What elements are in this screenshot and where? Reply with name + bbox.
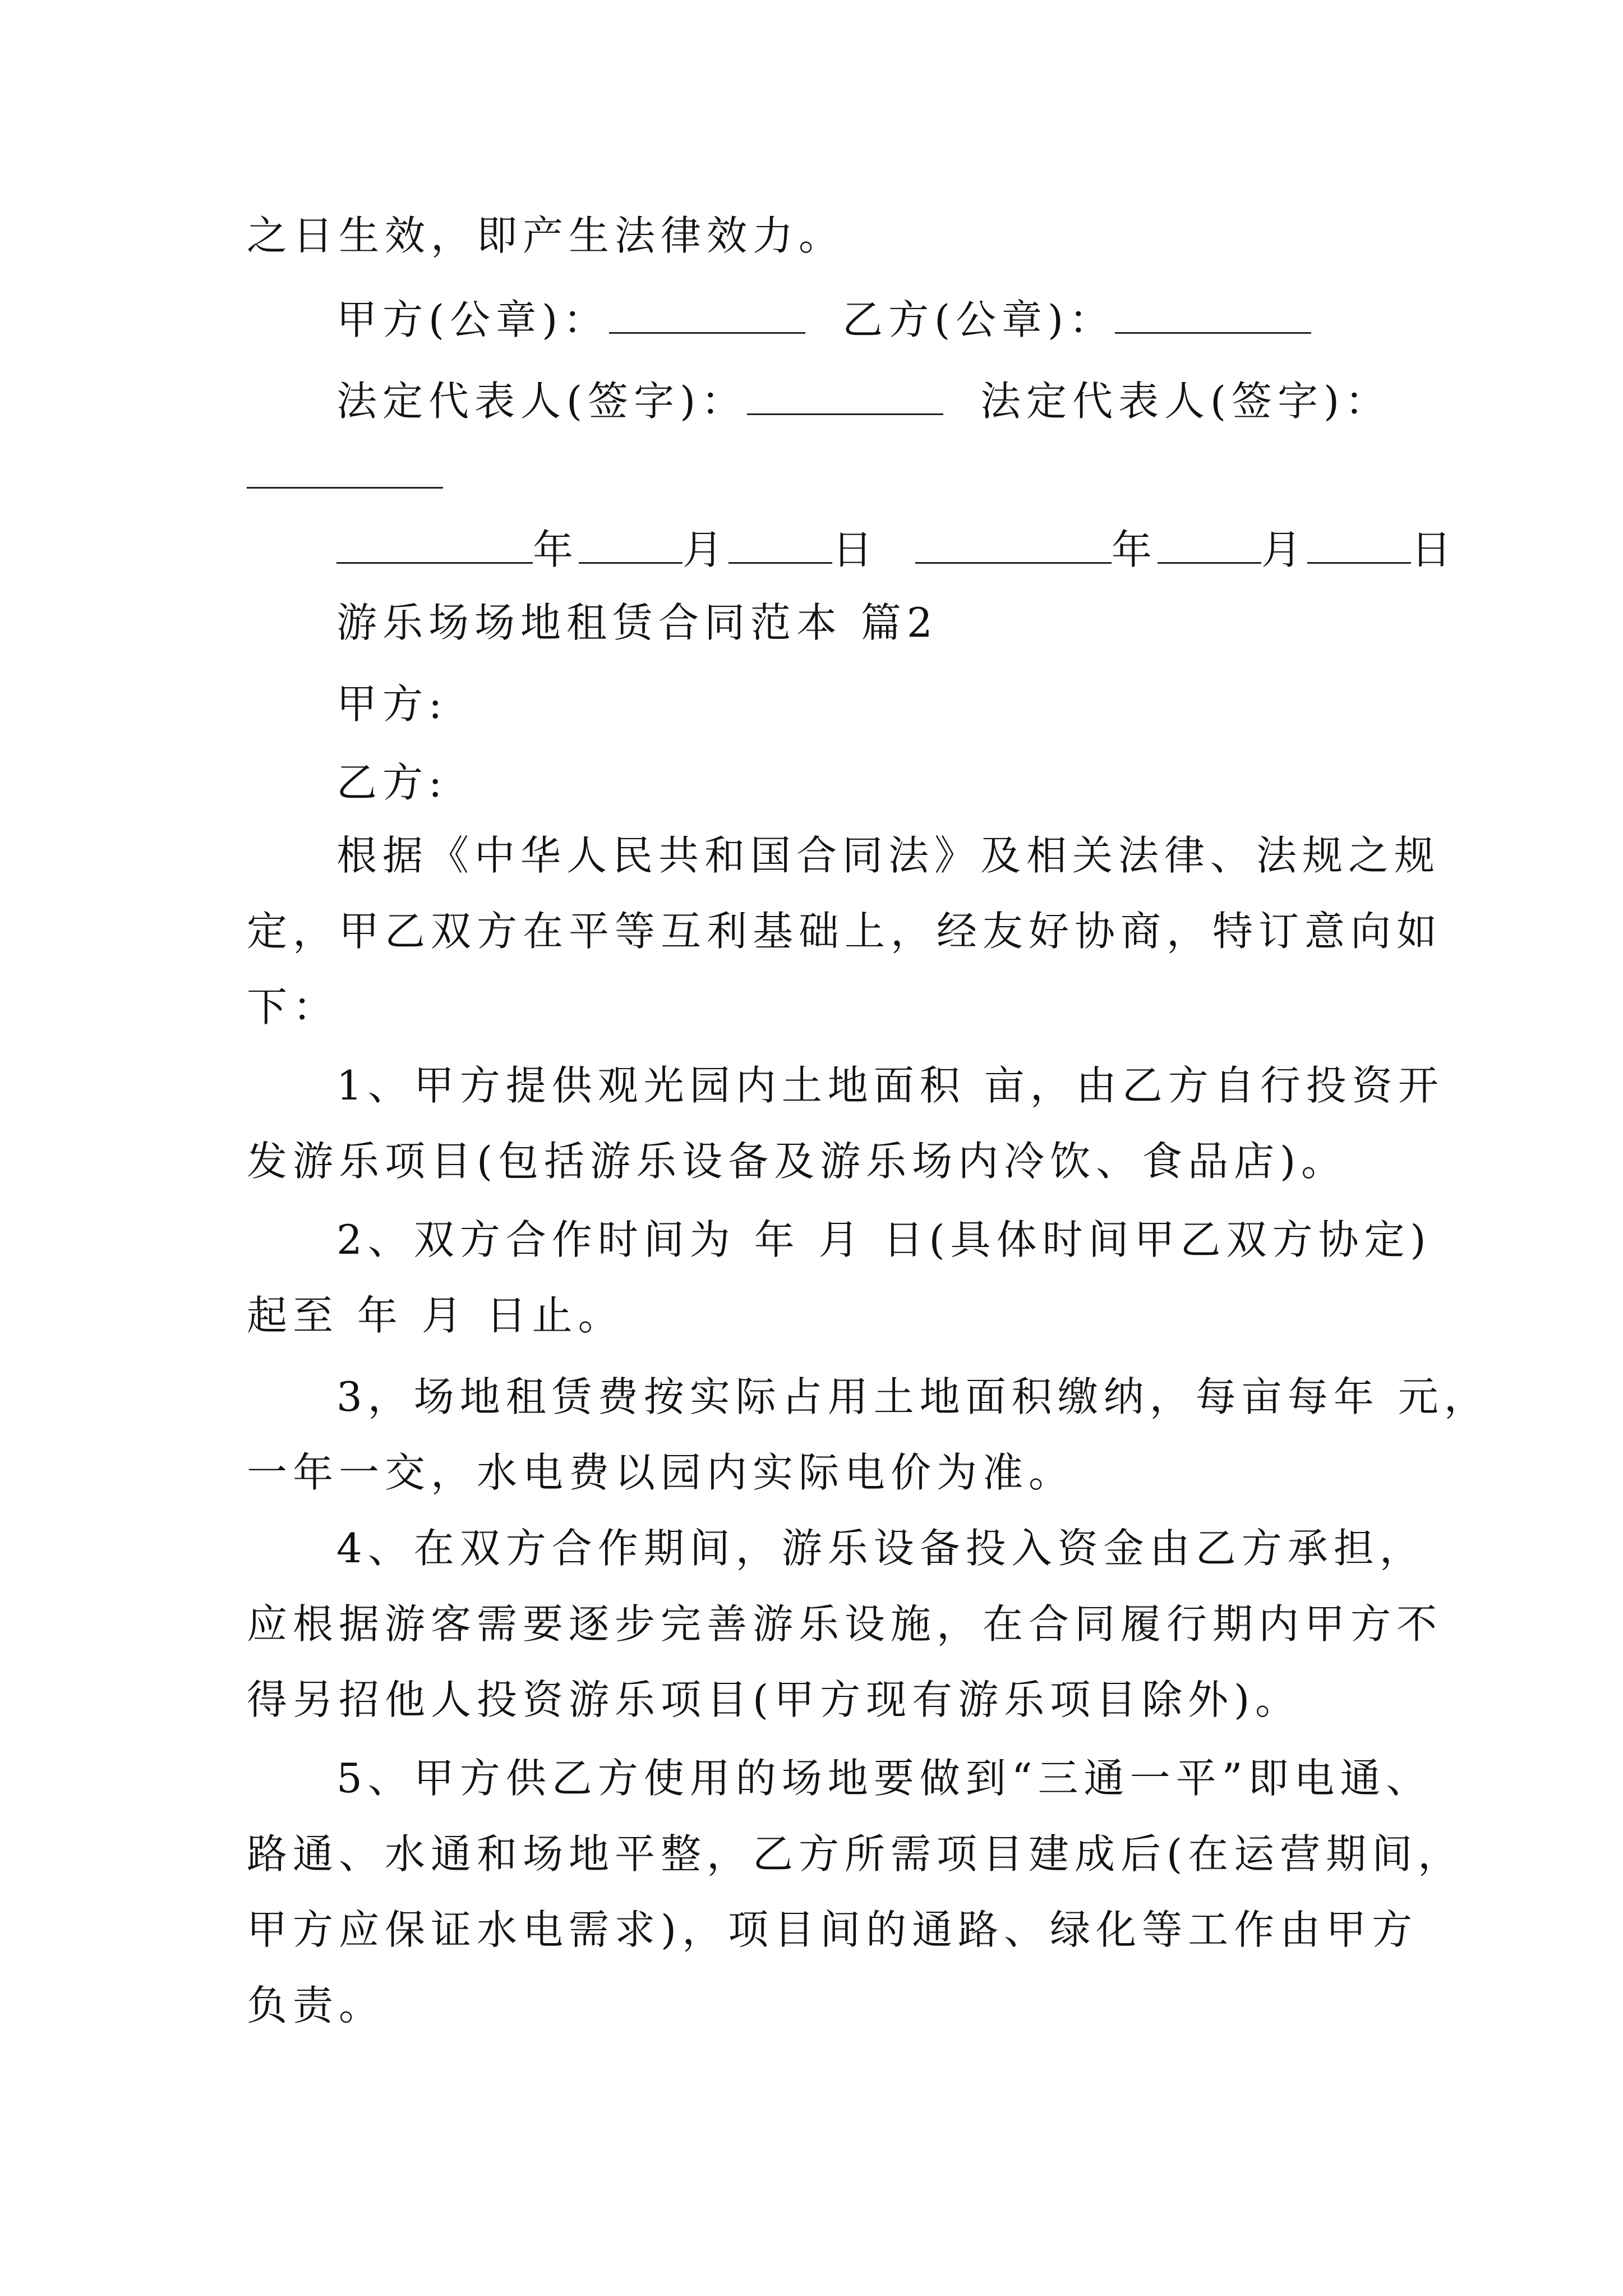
party-a-seal-label: 甲方(公章)：	[336, 296, 610, 343]
party-b-label: 乙方:	[336, 759, 448, 806]
line-text: 1、甲方提供观光园内土地面积 亩，由乙方自行投资开	[336, 1062, 1444, 1109]
party-a-label: 甲方:	[336, 680, 448, 728]
line-text: 一年一交，水电费以园内实际电价为准。	[247, 1449, 1075, 1496]
day-blank-b	[1307, 526, 1411, 564]
line-text: 3，场地租赁费按实际占用土地面积缴纳，每亩每年 元，	[336, 1373, 1490, 1420]
clause-3	[336, 1369, 1490, 1425]
seal-line	[336, 292, 1486, 348]
section-title-text: 游乐场场地租赁合同范本 篇2	[336, 599, 938, 646]
date-line	[336, 522, 1486, 578]
section-title	[336, 595, 1486, 651]
paragraph-intro	[336, 827, 1486, 884]
month-label: 月	[1261, 526, 1307, 573]
rep-b-label: 法定代表人(签字)：	[980, 378, 1391, 425]
party-b-seal-label: 乙方(公章)：	[842, 296, 1115, 343]
line-text: 5、甲方供乙方使用的场地要做到“三通一平”即电通、	[336, 1755, 1432, 1802]
line-text: 4、在双方合作期间，游乐设备投入资金由乙方承担，	[336, 1525, 1426, 1572]
line-text: 甲方应保证水电需求)，项目间的通路、绿化等工作由甲方	[247, 1906, 1418, 1953]
year-label: 年	[1111, 526, 1158, 573]
rep-a-blank	[747, 378, 943, 415]
clause-5	[336, 1750, 1486, 1806]
line-text: 之日生效，即产生法律效力。	[247, 212, 845, 259]
line-text: 得另招他人投资游乐项目(甲方现有游乐项目除外)。	[247, 1676, 1302, 1723]
clause-5-cont	[247, 1826, 1464, 1882]
clause-1	[336, 1057, 1486, 1114]
day-label: 日	[832, 526, 879, 573]
rep-b-blank	[247, 487, 443, 489]
line-text: 定，甲乙双方在平等互利基础上，经友好协商，特订意向如	[247, 908, 1443, 955]
clause-1-cont	[247, 1133, 1396, 1189]
rep-a-label: 法定代表人(签字)：	[336, 378, 748, 425]
day-label: 日	[1410, 526, 1457, 573]
month-label: 月	[683, 526, 729, 573]
party-a-line	[336, 676, 1486, 732]
month-blank-a	[579, 526, 683, 564]
line-text: 路通、水通和场地平整，乙方所需项目建成后(在运营期间，	[247, 1830, 1464, 1878]
clause-4	[336, 1520, 1486, 1576]
paragraph-intro-cont	[247, 903, 1443, 959]
clause-4-cont	[247, 1672, 1396, 1728]
clause-5-cont	[247, 1902, 1418, 1958]
line-text: 起至 年 月 日止。	[247, 1292, 624, 1339]
line-text: 负责。	[247, 1982, 385, 2029]
line-text: 2、双方合作时间为 年 月 日(具体时间甲乙双方协定)	[336, 1216, 1432, 1263]
year-blank-b	[915, 526, 1112, 564]
month-blank-b	[1158, 526, 1261, 564]
text-line	[247, 208, 1396, 264]
year-label: 年	[533, 526, 579, 573]
line-text: 下：	[247, 983, 339, 1030]
clause-4-cont	[247, 1596, 1443, 1652]
clause-3-cont	[247, 1444, 1396, 1501]
clause-2-cont	[247, 1287, 1396, 1343]
clause-2	[336, 1212, 1486, 1268]
year-blank-a	[336, 526, 533, 564]
party-b-seal-blank	[1115, 296, 1311, 334]
line-text: 根据《中华人民共和国合同法》及相关法律、法规之规	[336, 832, 1441, 879]
line-text: 发游乐项目(包括游乐设备及游乐场内冷饮、食品店)。	[247, 1138, 1348, 1185]
clause-5-cont	[247, 1977, 1396, 2033]
party-a-seal-blank	[609, 296, 805, 334]
party-b-line	[336, 754, 1486, 811]
line-text: 应根据游客需要逐步完善游乐设施，在合同履行期内甲方不	[247, 1600, 1443, 1648]
representative-line	[336, 373, 1486, 429]
paragraph-intro-cont	[247, 979, 1396, 1035]
day-blank-a	[728, 526, 832, 564]
